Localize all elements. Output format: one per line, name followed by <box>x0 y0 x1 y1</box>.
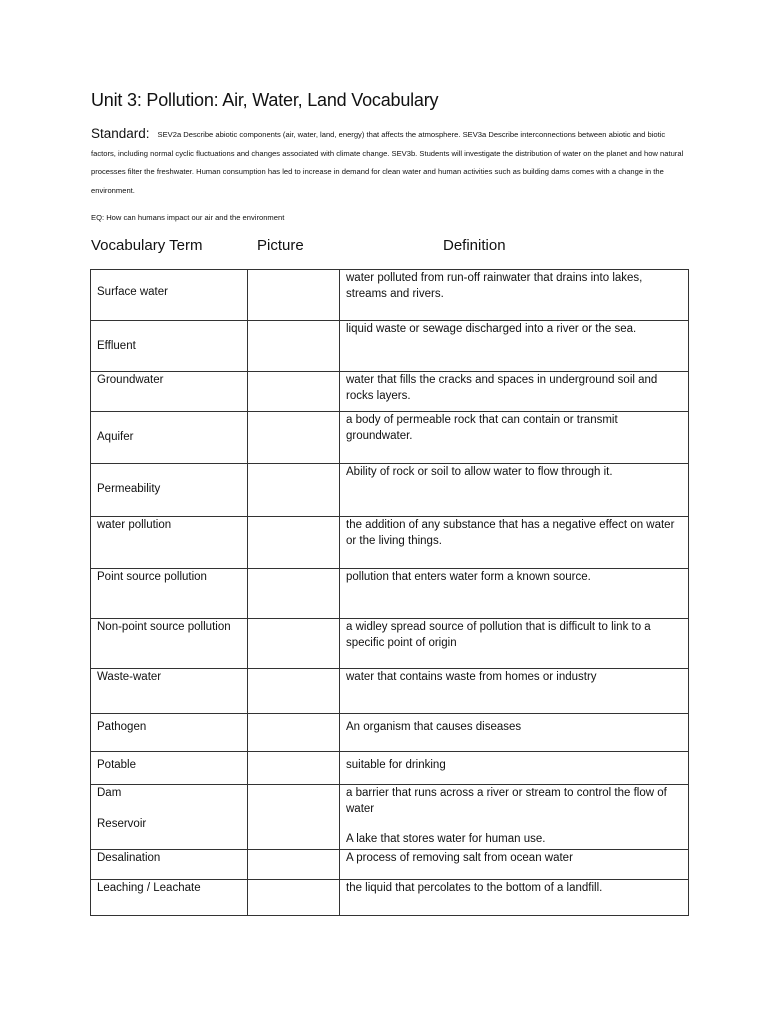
picture-cell[interactable] <box>248 372 340 412</box>
table-row <box>91 270 689 321</box>
definition-cell: a body of permeable rock that can contain or transmit groundwater. <box>340 412 689 464</box>
definition-reservoir: A lake that stores water for human use. <box>346 833 546 845</box>
definition-cell: water that contains waste from homes or industry <box>340 669 689 714</box>
term-cell: Groundwater <box>91 372 248 412</box>
term-cell: Non-point source pollution <box>91 619 248 669</box>
definition-cell: the addition of any substance that has a negative effect on water or the living things. <box>340 517 689 569</box>
term-cell: Desalination <box>91 850 248 880</box>
term-cell: Effluent <box>91 321 248 372</box>
term-dam: Dam <box>97 787 122 799</box>
table-row <box>91 321 689 372</box>
definition-cell: water polluted from run-off rainwater that drains into lakes, streams and rivers. <box>340 270 689 321</box>
table-row <box>91 372 689 412</box>
term-cell: Aquifer <box>91 412 248 464</box>
term-cell: Waste-water <box>91 669 248 714</box>
definition-cell <box>340 785 689 850</box>
table-row <box>91 752 689 785</box>
header-picture: Picture <box>257 237 304 254</box>
definition-cell: A process of removing salt from ocean water <box>340 850 689 880</box>
table-row <box>91 714 689 752</box>
definition-cell: water that fills the cracks and spaces in underground soil and rocks layers. <box>340 372 689 412</box>
picture-cell[interactable] <box>248 569 340 619</box>
table-row <box>91 850 689 880</box>
table-row <box>91 669 689 714</box>
picture-cell[interactable] <box>248 321 340 372</box>
term-cell: Leaching / Leachate <box>91 880 248 916</box>
picture-cell[interactable] <box>248 880 340 916</box>
picture-cell[interactable] <box>248 752 340 785</box>
term-cell: Point source pollution <box>91 569 248 619</box>
term-cell: Pathogen <box>91 714 248 752</box>
definition-cell: a widley spread source of pollution that is difficult to link to a specific point of origin <box>340 619 689 669</box>
definition-cell: Ability of rock or soil to allow water to flow through it. <box>340 464 689 517</box>
definition-cell: pollution that enters water form a known source. <box>340 569 689 619</box>
definition-cell: the liquid that percolates to the bottom of a landfill. <box>340 880 689 916</box>
picture-cell[interactable] <box>248 669 340 714</box>
table-row <box>91 517 689 569</box>
picture-cell[interactable] <box>248 412 340 464</box>
essential-question: EQ: How can humans impact our air and the environment <box>91 213 285 222</box>
standard-text: SEV2a Describe abiotic components (air, water, land, energy) that affects the atmosphere. SEV3a Describe interconnections between abiotic and biotic factors, including normal cyclic fluctuations and changes associated with climate change. SEV3b. Students will investigate the distribution of water on the planet and how natural processes filter the freshwater. Human consumption has led to increase in demand for clean water and human activities such as building dams comes with a change in the environment. <box>91 130 684 195</box>
table-row <box>91 464 689 517</box>
header-vocabulary-term: Vocabulary Term <box>91 237 203 254</box>
table-row <box>91 785 689 850</box>
picture-cell[interactable] <box>248 464 340 517</box>
picture-cell[interactable] <box>248 850 340 880</box>
table-row <box>91 569 689 619</box>
definition-cell: suitable for drinking <box>340 752 689 785</box>
term-cell: Surface water <box>91 270 248 321</box>
page-title: Unit 3: Pollution: Air, Water, Land Vocabulary <box>91 90 439 110</box>
header-definition: Definition <box>443 237 506 254</box>
table-row <box>91 412 689 464</box>
vocabulary-table <box>90 269 689 916</box>
term-cell <box>91 785 248 850</box>
term-cell: Permeability <box>91 464 248 517</box>
term-reservoir: Reservoir <box>97 817 147 830</box>
standard-paragraph <box>91 125 691 200</box>
picture-cell[interactable] <box>248 785 340 850</box>
picture-cell[interactable] <box>248 517 340 569</box>
picture-cell[interactable] <box>248 270 340 321</box>
definition-cell: liquid waste or sewage discharged into a river or the sea. <box>340 321 689 372</box>
table-row <box>91 619 689 669</box>
term-cell: water pollution <box>91 517 248 569</box>
picture-cell[interactable] <box>248 619 340 669</box>
definition-dam: a barrier that runs across a river or stream to control the flow of water <box>346 787 667 815</box>
term-cell: Potable <box>91 752 248 785</box>
table-row <box>91 880 689 916</box>
definition-cell: An organism that causes diseases <box>340 714 689 752</box>
picture-cell[interactable] <box>248 714 340 752</box>
standard-label: Standard: <box>91 126 150 141</box>
